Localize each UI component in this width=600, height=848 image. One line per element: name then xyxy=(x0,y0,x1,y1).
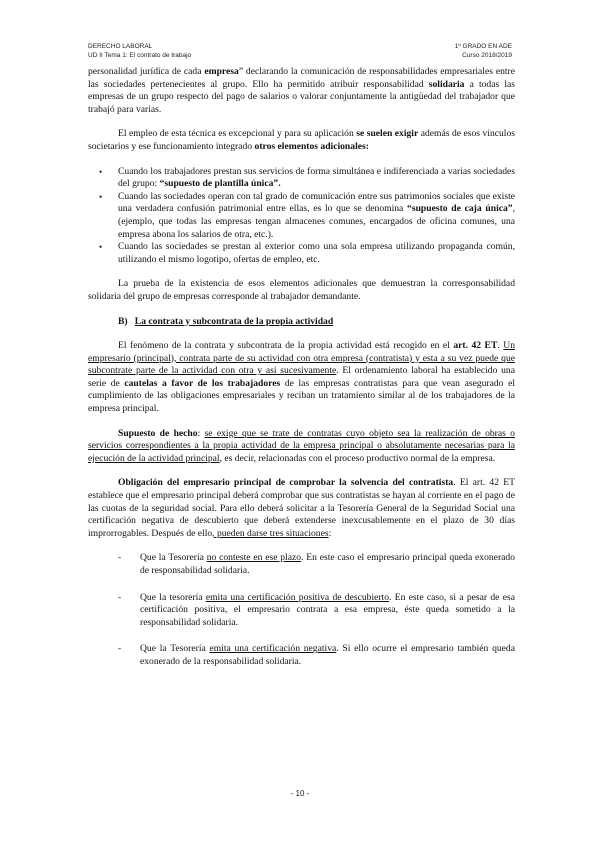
paragraph-technique xyxy=(88,128,515,153)
text-run: Cuando los trabajadores prestan sus servicios de forma simultánea e indiferenciada a varias sociedades del grupo: xyxy=(118,165,515,190)
dash-icon: - xyxy=(118,643,122,655)
section-heading-b xyxy=(118,316,515,329)
bullet-icon: • xyxy=(99,191,103,202)
text-run: Que la Tesorería xyxy=(140,643,210,655)
dash-icon: - xyxy=(118,552,122,564)
list-item xyxy=(118,643,515,668)
text-run: El fenómeno de la contrata y subcontrata de la propia actividad está recogido en el xyxy=(118,340,454,352)
text-run: . El ordenamiento laboral ha establecido una serie de xyxy=(88,365,515,389)
bullet-list xyxy=(88,166,515,267)
header-subject: DERECHO LABORAL xyxy=(88,43,153,50)
text-run: a todas las empresas de un grupo respecto del pago de salarios o valorar conjuntamente la antigüedad del trabajador que trabajó para varias. xyxy=(88,78,515,115)
text-run: Que la tesorería xyxy=(140,591,206,603)
header-unit: UD II Tema 1: El contrato de trabajo xyxy=(88,52,192,59)
header-right xyxy=(455,42,512,60)
text-run: . El art. 42 ET establece que el empresario principal deberá comprobar que sus contratistas se hayan al corriente en el pago de las cuotas de la seguridad social. Para ello deberá solicitar a la Tesorería General de la Seguridad Social una certificación negativa de descubierto que deberá extenderse inexcusablemente en el plazo de 30 días improrrogables. Después de ello xyxy=(88,477,515,539)
text-run-bold: “supuesto de caja única” xyxy=(407,203,513,215)
text-run: de las empresas contratistas para que vean asegurado el cumplimiento de las obligaciones empresariales y reciban un tratamiento similar al de los trabajadores de la empresa principal. xyxy=(88,377,515,415)
text-run-underlined: no conteste en ese plazo xyxy=(206,552,302,564)
list-item xyxy=(99,165,515,191)
list-item xyxy=(99,241,515,266)
header-year: Curso 2018/2019 xyxy=(462,52,512,59)
text-run: Que la Tesorería xyxy=(140,552,207,564)
text-run: personalidad jurídica de cada xyxy=(88,66,205,77)
text-run: : xyxy=(197,427,205,439)
paragraph-evidence: La prueba de la existencia de esos elementos adicionales que demuestran la corresponsabilidad solidaria del grupo de empresas corresponde al trabajador demandante. xyxy=(88,278,515,302)
text-run: , es decir, relacionadas con el proceso productivo normal de la empresa. xyxy=(219,452,496,464)
text-run: además de esos vínculos societarios y ese funcionamiento integrado xyxy=(88,128,515,152)
text-run-underlined: se exige que se trate de contratas cuyo objeto sea la realización de obras o servicios correspondientes a la propia actividad de la empresa principal o absolutamente necesarias para la ejecución de la actividad principal xyxy=(88,427,515,464)
text-run-bold: Supuesto de hecho xyxy=(118,427,198,439)
text-run-bold: empresa xyxy=(204,66,239,77)
text-run: . xyxy=(497,340,504,352)
text-run: . En este caso, si a pesar de esa certificación positiva, el empresario contrata a esa empresa, éste queda sometido a la responsabilidad solidaria. xyxy=(140,591,515,628)
dash-list xyxy=(88,552,515,668)
dash-icon: - xyxy=(118,591,122,603)
paragraph-contrata xyxy=(88,340,515,416)
text-run: Cuando las sociedades se prestan al exterior como una sola empresa utilizando propaganda común, utilizando el mismo logotipo, ofertas de empleo, etc. xyxy=(118,241,515,265)
paragraph-group-liability xyxy=(88,66,515,116)
bullet-icon: • xyxy=(99,242,103,253)
text-run: ” declarando la comunicación de responsabilidades empresariales entre las sociedades pertenecientes al grupo. Ello ha permitido atribuir responsabilidad xyxy=(88,66,515,90)
text-run: , (ejemplo, que todas las empresas tengan almacenes comunes, encargados de oficina comunes, una empresa abona los salarios de otra, etc.). xyxy=(118,203,515,240)
text-run-bold: solidaria xyxy=(428,78,465,90)
section-title: La contrata y subcontrata de la propia actividad xyxy=(134,315,334,327)
section-letter: B) xyxy=(118,315,128,327)
document-body xyxy=(88,66,515,683)
paragraph-supuesto xyxy=(88,428,515,466)
page-number: - 10 - xyxy=(290,789,310,798)
list-item xyxy=(118,552,515,577)
text-run-underlined: Un empresario (principal), contrata parte de su actividad con otra empresa (contratista) y esta a su vez puede que subcontrate parte de la actividad con otra y así sucesivamente xyxy=(88,340,515,377)
text-run-bold: art. 42 ET xyxy=(453,340,498,352)
text-run: Cuando las sociedades operan con tal grado de comunicación entre sus patrimonios sociales que existe una verdadera confusión patrimonial entre ellas, es lo que se denomina xyxy=(118,190,515,215)
text-run-underlined: emita una certificación positiva de descubierto xyxy=(205,591,390,603)
text-run: . Si ello ocurre el empresario también queda exonerado de la responsabilidad solidaria. xyxy=(140,643,515,667)
text-run-bold: “supuesto de plantilla única”. xyxy=(159,178,281,190)
bullet-icon: • xyxy=(99,166,103,177)
header-course: 1º GRADO EN ADE xyxy=(454,43,512,50)
header-left xyxy=(88,42,191,60)
text-run-bold: otros elementos adicionales: xyxy=(254,140,369,152)
text-run-bold: Obligación del empresario principal de comprobar la solvencia del contratista xyxy=(118,477,454,489)
text-run: . En este caso el empresario principal queda exonerado de responsabilidad solidaria. xyxy=(140,552,515,576)
text-run-underlined: , pueden darse tres situaciones xyxy=(212,527,329,539)
text-run-underlined: emita una certificación negativa xyxy=(209,643,337,655)
list-item xyxy=(118,591,515,630)
text-run: El empleo de esta técnica es excepcional y para su aplicación xyxy=(118,128,357,140)
paragraph-obligacion xyxy=(88,477,515,540)
text-run-bold: cautelas a favor de los trabajadores xyxy=(124,377,281,389)
text-run-bold: se suelen exigir xyxy=(356,128,419,140)
text-run: : xyxy=(328,527,332,539)
list-item xyxy=(99,190,515,241)
